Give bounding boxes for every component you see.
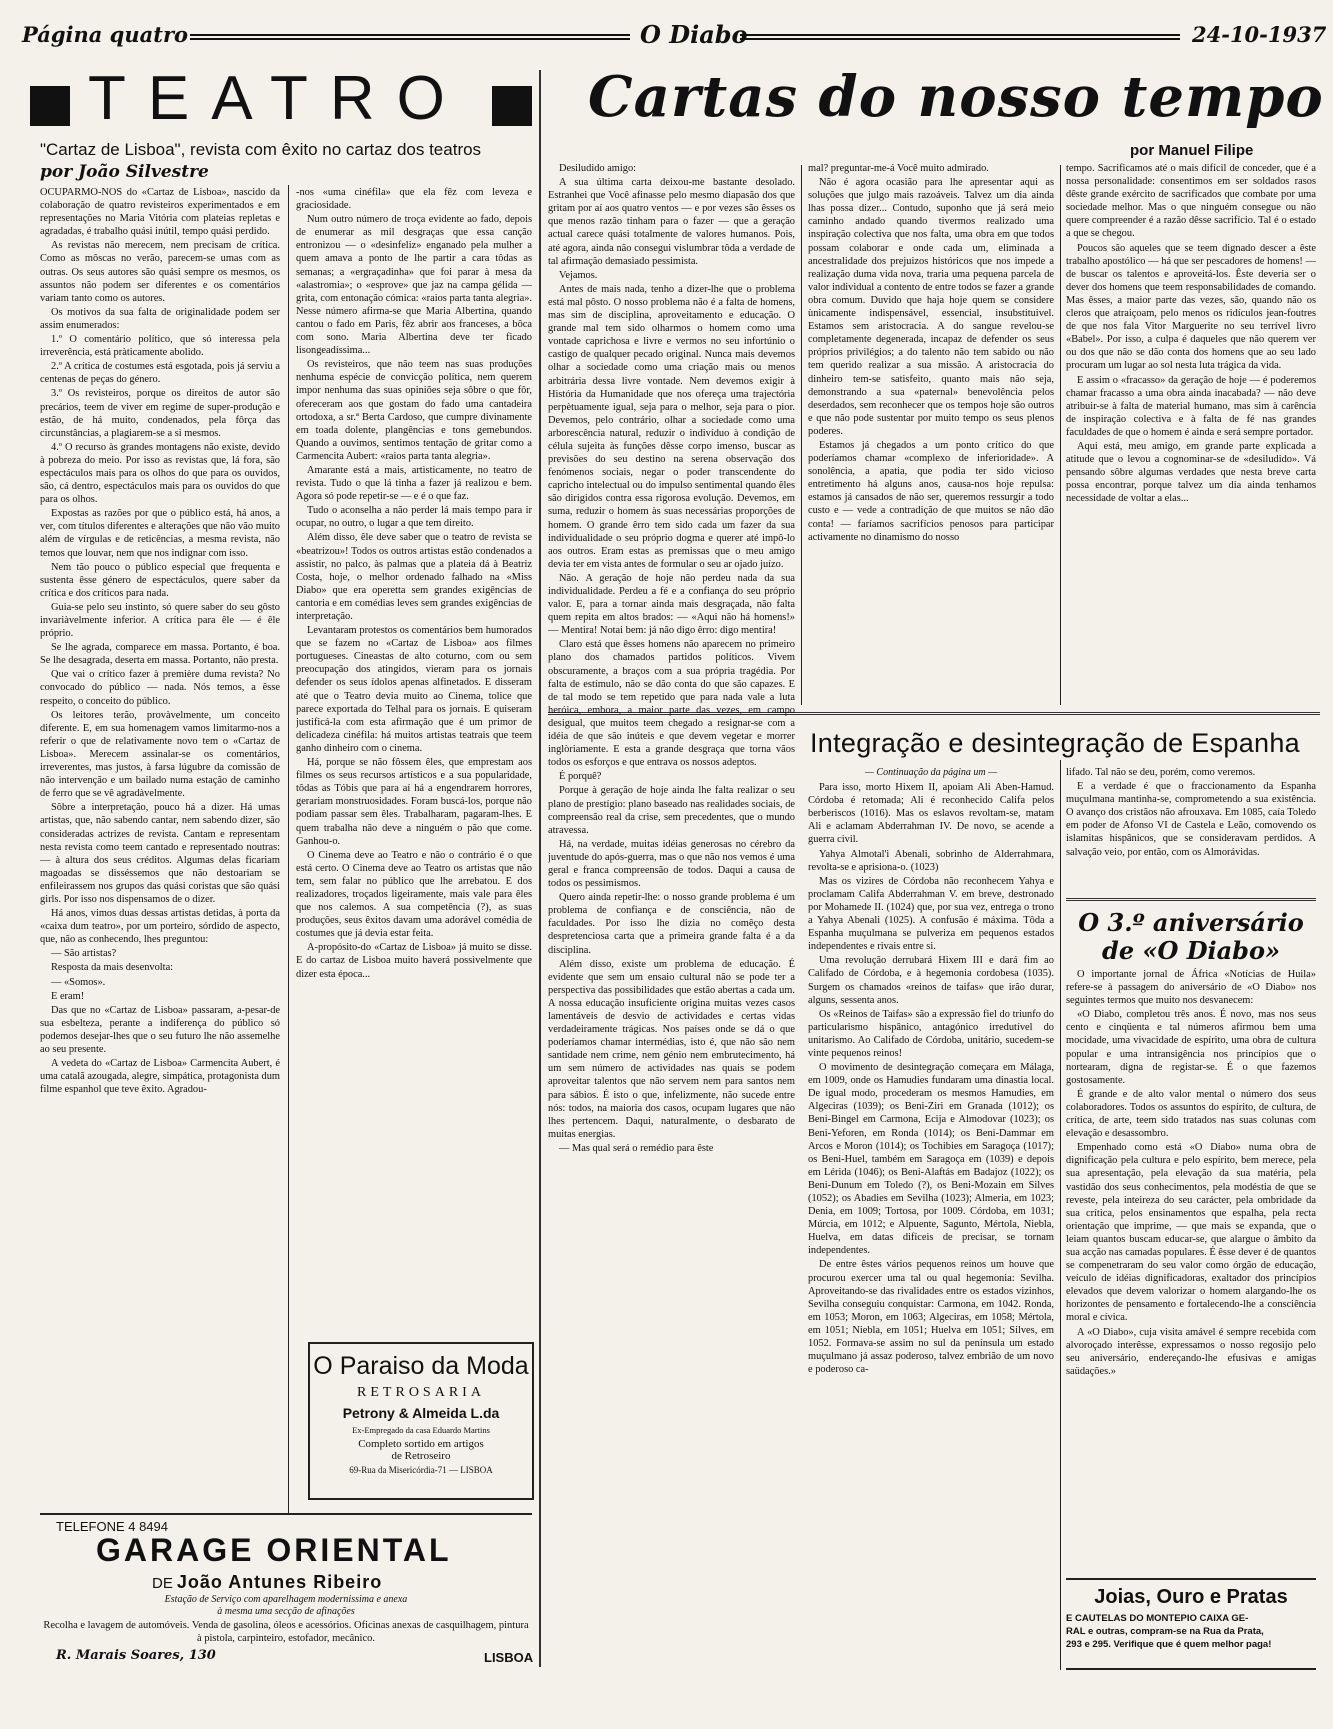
article-text [808, 162, 1054, 544]
paragraph: — «Somos». [51, 976, 106, 988]
issue-date: 24-10-1937 [1192, 22, 1327, 47]
espanha-column-2 [1066, 766, 1316, 896]
paragraph: Os revisteiros, que não teem nas suas produções nenhuma espécie de convicção política, nem querem impor nenhuma das suas opiniões seja sôbre o que fôr, ofereceram aos que gostam do fado uma cantadeira ortodoxa, a sr.ª Berta Cardoso, que cumpre divinamente em toada dolente, plangências e tons gemebundos. Quando a ouvimos, sentimos tentação de gritar como a Carmencita Aubert: «raios parta tanta alegria». [296, 359, 532, 462]
paragraph: Estamos já chegados a um ponto crítico do que poderíamos chamar «complexo de inferioridade». A sonolência, a apatia, que podia ter sido vicioso entretimento há alguns anos, causa-nos hoje repulsa: estamos já cansados de não ser, queremos ressurgir a todo custo e — vede a contradição de que muitos se não dão conta! — faríamos sacrifícios penosos para participar activamente no dinamismo do nosso [808, 439, 1054, 543]
paragraph: Sôbre a interpretação, pouco há a dizer. Há umas artistas, que, não sabendo cantar, nem sabendo dizer, são consideradas actrizes de revista. Cantam e representam nesta revista como teem cantado e representado noutras: — à altura dos seus créditos. Algumas delas ficariam magoadas se disséssemos que não destoariam se enfileirassem nos grupos das quási coristas que são quási girls. Por isso nos dispensamos de o dizer. [40, 802, 280, 905]
paragraph: O importante jornal de África «Notícias de Huila» refere-se à passagem do aniversário de «O Diabo» nos seguintes termos que muito nos desvanecem: [1066, 969, 1316, 1007]
teatro-byline: por João Silvestre [40, 162, 209, 182]
ad-paraiso-stock: de Retroseiro [391, 1450, 451, 1462]
paragraph: Os leitores terão, provàvelmente, um conceito diferente. E, em sua homenagem vamos limitarmo-nos a referir o que de relativamente novo tem o «Cartaz de Lisboa». Merecem assinalar-se os comentários, irreverentes, mas justos, à farsa lúgubre da comissão de não intervenção e um bailado numa estação de caminho de ferro que se vê agradàvelmente. [40, 709, 280, 800]
article-text [548, 162, 795, 1155]
ad-paraiso-kind: RETROSARIA [357, 1385, 485, 1400]
paragraph: E eram! [51, 990, 85, 1002]
article-text [808, 781, 1054, 1376]
paragraph: E a verdade é que o fraccionamento da Espanha muçulmana mantinha-se, comprometendo a sua existência. O avanço dos cristãos não afrouxava. Em 1085, caía Toledo em poder de Afonso VI de Castela e Leão, comovendo os islamitas hispânicos, que se consideravam perdidos. A salvação veio, por então, com os Almorávidas. [1066, 781, 1316, 858]
paragraph: Mas os vizires de Córdoba não reconhecem Yahya e proclamam Califa Abderrahman V. em breve, destronado por Mohamede II. (1024) que, por sua vez, entrega o trono a Yahya Abenali (1025). A confusão é máxima. Tôda a Espanha muçulmana se pulveriza em pequenos estados independentes e rivais entre si. [808, 875, 1054, 953]
cartas-column-3 [1066, 162, 1316, 707]
paragraph: Levantaram protestos os comentários bem humorados que se fazem no «Cartaz de Lisboa» aos filmes portugueses. Cineastas de alto coturno, com ou sem preocupação dos atingidos, vieram para os jornais defender os seus ídolos apenas alfinetados. E disseram até que o Teatro devia muito ao Cinema, tolice que parece exportada do Telhal para os jornais. E quiseram justificá-la com esta afirmação que é um primor de delicadeza cinéfila: há muitos artistas teatrais que teem ganho dinheiro com o cinema. [296, 625, 532, 754]
paragraph: Porque à geração de hoje ainda lhe falta realizar o seu plano de prestígio: plano baseado nas realidades sociais, de compreensão real da crise, sem precedentes, que o mundo atravessa. [548, 785, 795, 836]
paragraph: Há, porque se não fôssem êles, que emprestam aos filmes os seus recursos artísticos e a sua popularidade, tôdas as Tóbis que para aí há a engendrarem horrores, gerariam monstruosidades. Foram buscá-los, porque não podiam passar sem êles. Trabalharam, pagaram-lhes. E quem trabalha não deve a ninguém o pão que come. Ganhou-o. [296, 757, 532, 847]
teatro-subtitle: "Cartaz de Lisboa", revista com êxito no cartaz dos teatros [40, 140, 482, 159]
paragraph: Expostas as razões por que o público está, há anos, a ver, com títulos diferentes e alterações que não vão muito além de vírgulas e de reticências, a mesma revista, não temos que louvar, nem que nos indignar com isso. [40, 508, 280, 559]
paragraph: Os «Reinos de Taifas» são a expressão fiel do triunfo do particularismo hispânico, antagónico irredutível do unitarismo. Ao Califado de Córdoba, unitário, sucedem-se vinte pequenos reinos! [808, 1008, 1054, 1059]
ad-paraiso-name: O Paraiso da Moda [313, 1352, 529, 1380]
paragraph: A-propósito-do «Cartaz de Lisboa» já muito se disse. E do cartaz de Lisboa muito haverá possìvelmente que dizer esta época... [296, 942, 532, 980]
paragraph: Vejamos. [559, 269, 598, 281]
black-square-icon [30, 86, 70, 126]
paragraph: Se lhe agrada, comparece em massa. Portanto, é boa. Se lhe desagrada, deserta em massa. Portanto, não presta. [40, 642, 280, 667]
ad-garage-phone: TELEFONE 4 8494 [56, 1519, 168, 1534]
paragraph: 1.º O comentário político, que só interessa pela irreverência, está pràticamente abolido. [40, 334, 280, 359]
article-text [296, 186, 532, 981]
paragraph: O movimento de desintegração começara em Málaga, em 1009, onde os Hamudies fundaram uma dinastia local. De igual modo, procederam os mesmos Hamudies, em Algeciras (1039); os Beni-Ziri em Granada (1012); os Beni-Bingel em Carmona, Ecija e Almodovar (1023); os Beni-Yeforen, em Ronda (1014); os Beni-Dammar em Arcos e Moron (1014); os Tochibies em Saragoça (1017); os Beni-Huel, também em Saragoça em (1039) e depois em Lérida (1046); os Beni-Alaftás em Badajoz (1022); os Beni-Dunum em Toledo (?), os Beni-Mozain em Silves (1052); os Abadies em Sevilha (1023); Almeria, em 1023; Denia, em 1009; Tortosa, por 1009. Córdoba, em 1031; Múrcia, em 1012; e Alpuente, Sagunto, Mértola, Niebla, Huelva, em datas difíceis de precisar, se tornam independentes. [808, 1062, 1054, 1257]
section-divider [1066, 898, 1316, 901]
teatro-header [30, 64, 535, 133]
article-text [1066, 766, 1316, 859]
paragraph: É grande e de alto valor mental o número dos seus colaboradores. Todos os assuntos do espírito, de cultura, de crítica, de arte, teem sido tratados nas suas colunas com elevação e desassombro. [1066, 1088, 1316, 1140]
ad-garage-owner: João Antunes Ribeiro [176, 1572, 383, 1592]
paragraph: É porquê? [559, 771, 602, 783]
paragraph: «O Diabo, completou três anos. É novo, mas nos seus cento e cinqüenta e tal números afirmou bem uma mocidade, uma vivacidade de espírito, uma obra de cultura popular e uma intransigência nos princípios que o nortearam, digna de registar-se. É o que fazemos gostosamente. [1066, 1009, 1316, 1086]
cartas-column-1 [548, 162, 795, 1667]
paragraph: Para isso, morto Hixem II, apoiam Ali Aben-Hamud. Córdoba é retomada; Ali é reconhecido Califa pelos berberiscos (1016). Mas os eslavos revoltam-se, matam Ali e aclamam Abderrahman IV. De novo, se acende a guerra civil. [808, 782, 1054, 846]
ad-paraiso-da-moda [308, 1342, 534, 1500]
paragraph: Há, na verdade, muitas idéias generosas no cérebro da juventude do após-guerra, mas o que não nos vemos é uma geral e franca compreensão de todos. Daqui a causa de todos os pessimismos. [548, 838, 795, 890]
cartas-column-2 [808, 162, 1054, 707]
ad-garage-city: LISBOA [484, 1650, 534, 1665]
paragraph: OCUPARMO-NOS do «Cartaz de Lisboa», nascido da colaboração de quatro revisteiros experimentados e em representações no Maria Vitória com plateias repletas e agradadas, é trabalho quási inútil, tempo quási perdido. [40, 187, 280, 238]
ad-joias-line: 293 e 295. Verifique que é quem melhor paga! [1066, 1639, 1272, 1650]
paragraph: Claro está que êsses homens não aparecem no primeiro plano dos chamados partidos políticos. Vivem obscuramente, a braços com a sua própria tragédia. Por falta de estímulo, não se dão conta do que são capazes. E de tal modo se tem repetido que para nada vale a luta heróica, embora, a maior parte das vezes, em campo desigual, que muitos teem chegado a resignar-se com a idéia de que são inúteis e que devem vegetar e morrer inglòriamente. E esta a grande desgraça que torna vãos todos os esforços e que entrava os nossos adeptos. [548, 639, 795, 769]
black-square-icon [492, 86, 532, 126]
paragraph: Quero ainda repetir-lhe: o nosso grande problema é um problema de confiança e de consciência, não de faculdades. Por isso lhe dizia no comêço desta despretenciosa carta que a primeira grande falta é a da disciplina. [548, 892, 795, 956]
espanha-continuation: — Continuação da página um — [865, 767, 997, 778]
paragraph: Guia-se pelo seu instinto, só quere saber do seu gôsto invariàvelmente inferior. A crítica para êle — é êle próprio. [40, 601, 280, 640]
ad-joias-line: RAL e outras, compram-se na Rua da Prata, [1066, 1626, 1264, 1637]
paragraph: Antes de mais nada, tenho a dizer-lhe que o problema está mal pôsto. O nosso problema não é a falta de homens, mas sim de disciplina, aproveitamento e educação. O grande mal tem sido olharmos o homem como uma vontade caprichosa e livre e vermos no seu infortúnio o castigo de qualquer pecado original. Nunca mais devemos olhar a sociedade como uma criação mais ou menos arbitrária dessa livre vontade. Nem devemos exigir à História da Humanidade que nos ofereça uma trajectória perpètuamente igual, seja para o melhor, seja para o pior. Devemos, pelo contrário, olhar a sociedade como uma arborescência natural, reduzir o indivíduo à condição de célula sujeita às funções dêsse corpo imenso, buscar as previsões do seu destino na serena observação dos fenómenos sociais, negar o poder transcendente do capricho intelectual ou do impulso sentimental quando êles são dirigidos contra essa rigorosa evolução. Devemos, em suma, reduzir o homem às suas necessárias proporções de homem. O grande êrro tem sido cada um fazer da sua individualidade o seu próprio dogma e querer até impô-lo aos outros. Eram estas as premissas que o meu amigo devia ter em vista antes de formular o seu ar ojado juízo. [548, 283, 795, 570]
espanha-title: Integração e desintegração de Espanha [810, 728, 1300, 758]
ad-paraiso-address: 69-Rua da Misericórdia-71 — LISBOA [349, 1465, 493, 1475]
paragraph: — São artistas? [51, 948, 117, 960]
paragraph: Yahya Almotal'i Abenali, sobrinho de Alderrahmara, revolta-se e aprisiona-o. (1023) [808, 848, 1054, 873]
cartas-byline: por Manuel Filipe [1130, 142, 1254, 159]
paragraph: 2.º A crítica de costumes está esgotada, pois já serviu a centenas de peças do género. [40, 361, 280, 386]
ad-garage-service: à mesma uma secção de afinações [217, 1606, 355, 1617]
paragraph: Resposta da mais desenvolta: [51, 962, 174, 974]
paragraph: tempo. Sacrificamos até o mais difícil de conceder, que é a nossa personalidade: consentimos em ser soldados rasos dêste grande exército de sacrificados que combate por uma sociedade melhor. Mas o que ninguém consegue ou não quere compreender é a razão dêsse sacrifício. Tal é o estado a que se chegou. [1066, 163, 1316, 240]
paragraph: Não. A geração de hoje não perdeu nada da sua individualidade. Perdeu a fé e a confiança do seu próprio valor. E, para a tornar ainda mais desgraçada, não falta quem repita em altos brados: — «Aqui não há homens!» — Mentira! Notai bem: já não digo êrro: digo mentira! [548, 572, 795, 637]
paper-name: O Diabo [640, 20, 748, 49]
paragraph: lifado. Tal não se deu, porém, como veremos. [1066, 767, 1256, 778]
ad-joias-line: E CAUTELAS DO MONTEPIO CAIXA GE- [1066, 1613, 1249, 1624]
ad-garage-de: DE [152, 1575, 173, 1592]
teatro-column-2 [296, 186, 532, 1306]
article-text [40, 186, 280, 1096]
paragraph: A vedeta do «Cartaz de Lisboa» Carmencita Aubert, é uma catalã azougada, alegre, simpática, protagonista dum filme espanhol que teve êxito. Agradou- [40, 1058, 280, 1096]
column-rule [539, 70, 541, 1667]
ad-joias [1066, 1578, 1316, 1670]
paragraph: E assim o «fracasso» da geração de hoje — é poderemos chamar fracasso a uma obra ainda inacabada? — não deve atribuir-se à falta de material humano, mas sim à carência de inspiração colectiva e à falta de fé nas grandes faculdades de que o homem é ainda e será sempre portador. [1066, 374, 1316, 438]
aniversario-title: O 3.º aniversário [1078, 908, 1304, 937]
masthead-rule-right [740, 34, 1180, 40]
ad-garage-name: GARAGE ORIENTAL [96, 1532, 452, 1568]
masthead-rule-left [190, 34, 630, 40]
paragraph: Há anos, vimos duas dessas artistas detidas, à porta da «caixa dum teatro», por um porteiro, sórdido de aspecto, que, não as conhecendo, lhes preguntou: [40, 908, 280, 946]
paragraph: Empenhado como está «O Diabo» numa obra de dignificação pela cultura e pelo espírito, bem merece, pela sua apresentação, pela elevação da sua matéria, pela vastidão dos seus conhecimentos, pela modéstia de que se reveste, pela inteireza do seu carácter, pela ombridade da sua crítica, pelos ensinamentos que espalha, pela recta orientação que imprime, — que mais se expanda, que o leiam quantos buscam educar-se, que alargue o âmbito da sua acção nas camadas populares. É êsse dever é de quantos se compenetraram do seu valor como órgão de educação, veículo de idéias dignificadoras, exaltador dos princípios elevados que devem valorizar o homem alargando-lhe os horizontes de pensamento e fortalecendo-lhe a consciência moral e cívica. [1066, 1142, 1316, 1324]
paragraph: 3.º Os revisteiros, porque os direitos de autor são precários, teem de viver em regime de super-produção e estão, de há muito, condenados, pela fôrça das circunstâncias, a plagiarem-se a si mesmos. [40, 388, 280, 439]
paragraph: Nem tão pouco o público especial que frequenta e sustenta êsse género de espectáculos, quere saber da crítica e dos críticos para nada. [40, 561, 280, 599]
paragraph: 4.º O recurso às grandes montagens não existe, devido à pobreza do meio. Por isso as revistas que, lá fora, são espectáculos mais para os olhos do que para os ouvidos, são, cá dentro, espectáculos mais para os ouvidos do que para os olhos. [40, 441, 280, 506]
column-rule [801, 165, 802, 705]
teatro-column-1 [40, 186, 280, 1511]
ad-paraiso-former: Ex-Empregado da casa Eduardo Martins [352, 1425, 490, 1435]
article-text [1066, 968, 1316, 1378]
paragraph: As revistas não merecem, nem precisam de crítica. Como as môscas no verão, parecem-se umas com as outras. Os seus autores são quási sempre os mesmos, os assuntos não podem ser diferentes e os comentários variam tanto como os autores. [40, 240, 280, 304]
paragraph: De entre êstes vários pequenos reinos um houve que procurou exercer uma tal ou qual hegemonia: Sevilha. Aproveitando-se das rivalidades entre os estados vizinhos, Sevilha conseguiu conquistar: Carmona, em 1042. Ronda, em 1053; Moron, em 1063; Algeciras, em 1058; Mértola, em 1051; Niebla, em 1051; Huelva em 1051; Silves, em 1052. Formava-se assim no sul da península um estado muçulmano já assaz poderoso, talvez embrião de um novo e poderoso ca- [808, 1259, 1054, 1376]
paragraph: Além disso, existe um problema de educação. É evidente que sem um ensaio cultural não se pode ter a perspectiva das possibilidades que estão abertas a cada um. A nossa educação insuficiente origina muitas vezes casos lamentáveis de desvio de actividades e certas vidas verdadeiramente trágicas. Nos países onde se dá o que poderíamos chamar intermédias, isto é, que não são nem santidade nem crime, nem génio nem embrutecimento, há um sem número de actividades nas quais se podem aproveitar talentos que não servem nem para santos nem para sábios. É isto o que, infelizmente, não sucede entre nós: todos, na maioria dos casos, ocupam lugares que não lhes pertencem. Daqui, naturalmente, o desbarato de muitas energias. [548, 958, 795, 1140]
paragraph: A sua última carta deixou-me bastante desolado. Estranhei que Você afinasse pelo mesmo diapasão dos que gritam por aí aos quatro ventos — e por vezes são êsses os que menos razão tinham para o fazer — que a geração actual carece quási totalmente de valores humanos. Pois, até agora, ainda não consegui vislumbrar tôda a verdade de tal afirmação demasiado pessimista. [548, 177, 795, 267]
paragraph: Tudo o aconselha a não perder lá mais tempo para ir ocupar, no outro, o lugar a que tem direito. [296, 505, 532, 530]
column-rule [1060, 760, 1061, 1670]
cartas-title: Cartas do nosso tempo [588, 64, 1324, 130]
paragraph: Que vai o crítico fazer à première duma revista? No convocado do público — nada. Nós temos, a êsse respeito, o conceito do público. [40, 669, 280, 707]
paragraph: Poucos são aqueles que se teem dignado descer a êste trabalho apostólico — há que ser pescadores de homens! — de buscar os talentos e aproveitá-los. Êste deveria ser o dever dos homens que teem responsabilidades de comando. Mas êsses, a maior parte das vezes, são, quando não os cleros que atraiçoam, pelo menos os ridículos jean-foutres de que nos fala Vitor Marguerite no seu terrível livro «Babel». Por isso, a culpa é daqueles que não querem ver ou dos que não se dão conta dos homens que ao seu lado procuram um lugar ao sol nesta luta trágica da vida. [1066, 242, 1316, 372]
paragraph: Os motivos da sua falta de originalidade podem ser assim enumerados: [40, 306, 280, 331]
paragraph: Num outro número de troça evidente ao fado, depois de enumerar as mil desgraças que essa canção entronizou — o «desinfeliz» enganado pela mulher a quem amava a ponto de lhe partir a cara tôdas as semanas; a «ergraçadinha» que foi parar à mesa da «alastromia»; o «esprove» que jaz na campa gélida — grita, com entonação cómica: «raios parta tanta alegria». Nesse número afirma-se que Maria Albertina, quando cantou o fado em Paris, fêz abrir aos franceses, a bôca com sono. Maria Albertina deve ter ficado lisongeadíssima... [296, 214, 532, 357]
ad-garage-service: Estação de Serviço com aparelhagem modernissima e anexa [164, 1594, 408, 1605]
column-rule [1060, 165, 1061, 705]
ad-joias-title: Joias, Ouro e Pratas [1094, 1586, 1288, 1608]
paragraph: Uma revolução derrubará Hixem III e dará fim ao Califado de Córdoba, e à hegemonia cordobesa (1035). Surgem os chamados «reinos de taifas» que irão durar, alguns, sessenta anos. [808, 955, 1054, 1006]
column-rule [288, 185, 289, 1513]
aniversario-text [1066, 968, 1316, 1566]
teatro-title: TEATRO [88, 64, 467, 133]
ad-paraiso-owners: Petrony & Almeida L.da [342, 1405, 500, 1421]
paragraph: -nos «uma cinéfila» que ela fêz com leveza e graciosidade. [296, 187, 532, 212]
page-label: Página quatro [22, 22, 189, 47]
paragraph: Não é agora ocasião para lhe apresentar aqui as soluções que julgo mais razoáveis. Talvez um dia ainda lhas possa dizer... Contudo, suponho que já será meio caminho andado quando tivermos realizado uma inspiração colectiva que nos falta, uma obra em que todos possam colaborar e onde cada um, eliminada a ancestralidade dos prejuizos históricos que nos impede a realização duma vida nova, traria uma pequena parcela de valor individual a contento de entre todos se fazer a grande obra comum. Duvido que haja hoje quem se considere ùnicamente indispensável, essencial, insubstituivel. Estamos sem aristocracia. A do sangue revelou-se completamente degenerada, incapaz de defender os seus próprios privilégios; a do talento não tem sabido ou não tem querido realizar a sua missão. A aristocracia do dinheiro tem-se satisfeito, quanto mais não seja, demonstrando a sua «paternal» benevolência pelos deserdados, sem reconhecer que os tempos hoje são outros e que não pode sustentar por muito tempo os seus plenos poderes. [808, 177, 1054, 437]
paragraph: A «O Diabo», cuja visita amável é sempre recebida com alvoroçado interêsse, expressamos o nosso regosijo pelo seu aniversário, endereçando-lhe efusivas e amigas saüdações.» [1066, 1326, 1316, 1377]
paragraph: Desiludido amigo: [559, 163, 637, 174]
ad-garage-services: Recolha e lavagem de automóveis. Venda de gasolina, óleos e acessórios. Oficinas anexas de casquilhagem, pintura à pistola, carpinteiro, estofador, mecânico. [43, 1620, 529, 1644]
aniversario-title: de «O Diabo» [1102, 936, 1280, 965]
paragraph: mal? preguntar-me-á Você muito admirado. [808, 163, 989, 174]
paragraph: Aqui está, meu amigo, em grande parte explicada a atitude que o levou a cognominar-se de «desiludido». Vá pensando sôbre algumas verdades que nesta breve carta possa encontrar, porque talvez um dia ainda tenhamos necessidade de voltar a elas... [1066, 440, 1316, 505]
article-text [1066, 162, 1316, 505]
paragraph: Além disso, êle deve saber que o teatro de revista se «beatrizou»! Todos os outros artistas estão condenados a assistir, no palco, às palmas que a plateia dá à Beatriz Costa, hoje, o melhor ordenado falhado na «Miss Diabo» que era operetta sem grandes exigências de cantoria e em comédias leves sem grandes exigências de interpretação. [296, 532, 532, 622]
ad-divider [40, 1513, 532, 1515]
paragraph: Amarante está a mais, artìsticamente, no teatro de revista. Tudo o que lá tinha a fazer já realizou e bem. Agora só pode repetir-se — e é o que faz. [296, 464, 532, 503]
ad-paraiso-stock: Completo sortido em artigos [358, 1438, 484, 1450]
paragraph: O Cinema deve ao Teatro e não o contrário é o que está certo. O Cinema deve ao Teatro os artistas que não tem, sem falar no público que lhe arrebatou. E dos realizadores, troçados ligeiramente, mais vale para êles que nos calemos. A sua competência (?), as suas produções, seus êxitos davam uma adorável comédia de costumes que já devia estar feita. [296, 849, 532, 940]
ad-garage-owner-line [152, 1572, 382, 1593]
espanha-column-1 [808, 766, 1054, 1666]
ad-garage-address: R. Marais Soares, 130 [56, 1648, 216, 1663]
paragraph: — Mas qual será o remédio para êste [559, 1142, 714, 1154]
paragraph: Das que no «Cartaz de Lisboa» passaram, a-pesar-de sua esbelteza, perante a indiferença do público só podemos desejar-lhes que o seu futuro lhe não assemelhe ao seu presente. [40, 1004, 280, 1055]
